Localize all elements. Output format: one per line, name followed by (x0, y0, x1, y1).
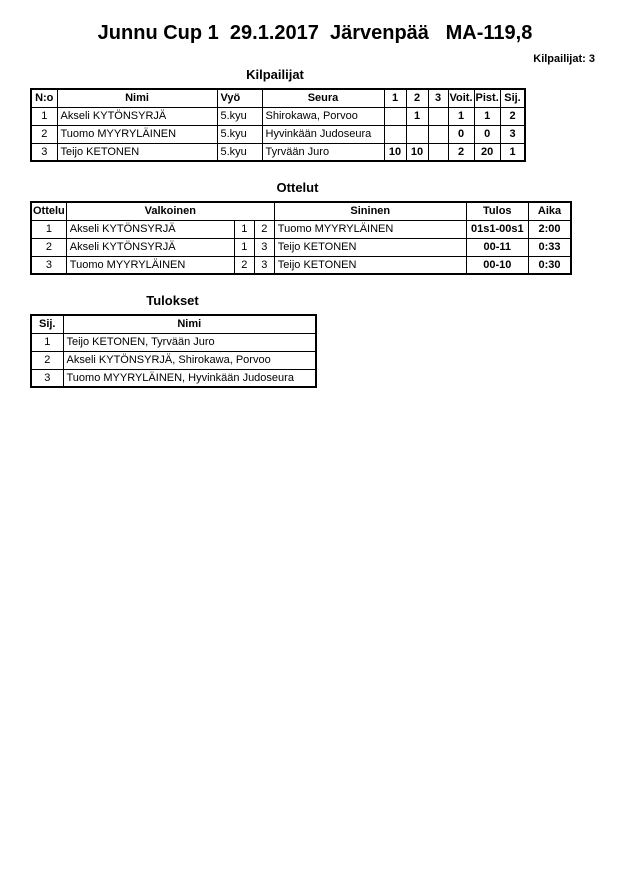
cell-seura: Hyvinkään Judoseura (262, 125, 384, 143)
cell-ottelu: 3 (31, 256, 66, 274)
column-header-sij: Sij. (500, 89, 525, 107)
table-header-row (31, 315, 316, 333)
cell-match2: 1 (406, 107, 428, 125)
column-header-nimi: Nimi (63, 315, 316, 333)
cell-ottelu: 1 (31, 220, 66, 238)
column-header-match1: 1 (384, 89, 406, 107)
table-row (31, 256, 571, 274)
section-heading-kilpailijat: Kilpailijat (246, 67, 304, 82)
cell-sininen-no: 2 (254, 220, 274, 238)
table-row (31, 238, 571, 256)
cell-aika: 0:33 (528, 238, 571, 256)
table-row (31, 143, 525, 161)
column-header-nimi: Nimi (57, 89, 217, 107)
cell-valkoinen: Akseli KYTÖNSYRJÄ (66, 238, 234, 256)
cell-match1: 10 (384, 143, 406, 161)
section-heading-tulokset: Tulokset (146, 293, 199, 308)
cell-vyo: 5.kyu (217, 125, 262, 143)
table-row (31, 107, 525, 125)
column-header-match2: 2 (406, 89, 428, 107)
column-header-sininen: Sininen (274, 202, 466, 220)
participants-count: Kilpailijat: 3 (533, 53, 595, 65)
column-header-sij: Sij. (31, 315, 63, 333)
cell-match1 (384, 125, 406, 143)
cell-valkoinen: Akseli KYTÖNSYRJÄ (66, 220, 234, 238)
cell-sininen: Tuomo MYYRYLÄINEN (274, 220, 466, 238)
cell-pist: 20 (474, 143, 500, 161)
cell-sij: 3 (500, 125, 525, 143)
column-header-no: N:o (31, 89, 57, 107)
cell-nimi: Tuomo MYYRYLÄINEN, Hyvinkään Judoseura (63, 369, 316, 387)
table-row (31, 220, 571, 238)
cell-match3 (428, 143, 448, 161)
cell-valkoinen: Tuomo MYYRYLÄINEN (66, 256, 234, 274)
cell-pist: 1 (474, 107, 500, 125)
cell-no: 1 (31, 107, 57, 125)
column-header-valkoinen: Valkoinen (66, 202, 274, 220)
ottelut-table (30, 201, 572, 275)
cell-match1 (384, 107, 406, 125)
tulokset-table (30, 314, 317, 388)
cell-valkoinen-no: 1 (234, 238, 254, 256)
cell-sij: 1 (500, 143, 525, 161)
cell-sininen: Teijo KETONEN (274, 238, 466, 256)
cell-tulos: 01s1-00s1 (466, 220, 528, 238)
cell-aika: 2:00 (528, 220, 571, 238)
cell-seura: Tyrvään Juro (262, 143, 384, 161)
cell-pist: 0 (474, 125, 500, 143)
table-header-row (31, 202, 571, 220)
cell-vyo: 5.kyu (217, 107, 262, 125)
cell-tulos: 00-10 (466, 256, 528, 274)
column-header-pist: Pist. (474, 89, 500, 107)
cell-no: 3 (31, 143, 57, 161)
table-header-row (31, 89, 525, 107)
cell-ottelu: 2 (31, 238, 66, 256)
column-header-voit: Voit. (448, 89, 474, 107)
cell-nimi: Teijo KETONEN, Tyrvään Juro (63, 333, 316, 351)
column-header-vyo: Vyö (217, 89, 262, 107)
cell-nimi: Tuomo MYYRYLÄINEN (57, 125, 217, 143)
section-heading-ottelut: Ottelut (276, 180, 319, 195)
kilpailijat-table (30, 88, 526, 162)
cell-sininen-no: 3 (254, 256, 274, 274)
cell-match2 (406, 125, 428, 143)
cell-nimi: Akseli KYTÖNSYRJÄ, Shirokawa, Porvoo (63, 351, 316, 369)
cell-valkoinen-no: 1 (234, 220, 254, 238)
cell-sininen: Teijo KETONEN (274, 256, 466, 274)
cell-aika: 0:30 (528, 256, 571, 274)
page-title: Junnu Cup 1 29.1.2017 Järvenpää MA-119,8 (97, 22, 533, 44)
column-header-aika: Aika (528, 202, 571, 220)
cell-nimi: Akseli KYTÖNSYRJÄ (57, 107, 217, 125)
cell-nimi: Teijo KETONEN (57, 143, 217, 161)
cell-valkoinen-no: 2 (234, 256, 254, 274)
column-header-match3: 3 (428, 89, 448, 107)
cell-no: 2 (31, 125, 57, 143)
table-row (31, 351, 316, 369)
cell-voit: 2 (448, 143, 474, 161)
cell-sininen-no: 3 (254, 238, 274, 256)
cell-vyo: 5.kyu (217, 143, 262, 161)
cell-sij: 2 (500, 107, 525, 125)
cell-seura: Shirokawa, Porvoo (262, 107, 384, 125)
cell-sij: 1 (31, 333, 63, 351)
cell-tulos: 00-11 (466, 238, 528, 256)
table-row (31, 125, 525, 143)
cell-match3 (428, 107, 448, 125)
column-header-tulos: Tulos (466, 202, 528, 220)
cell-sij: 2 (31, 351, 63, 369)
cell-voit: 0 (448, 125, 474, 143)
cell-sij: 3 (31, 369, 63, 387)
column-header-ottelu: Ottelu (31, 202, 66, 220)
table-row (31, 369, 316, 387)
table-row (31, 333, 316, 351)
column-header-seura: Seura (262, 89, 384, 107)
cell-voit: 1 (448, 107, 474, 125)
cell-match3 (428, 125, 448, 143)
cell-match2: 10 (406, 143, 428, 161)
